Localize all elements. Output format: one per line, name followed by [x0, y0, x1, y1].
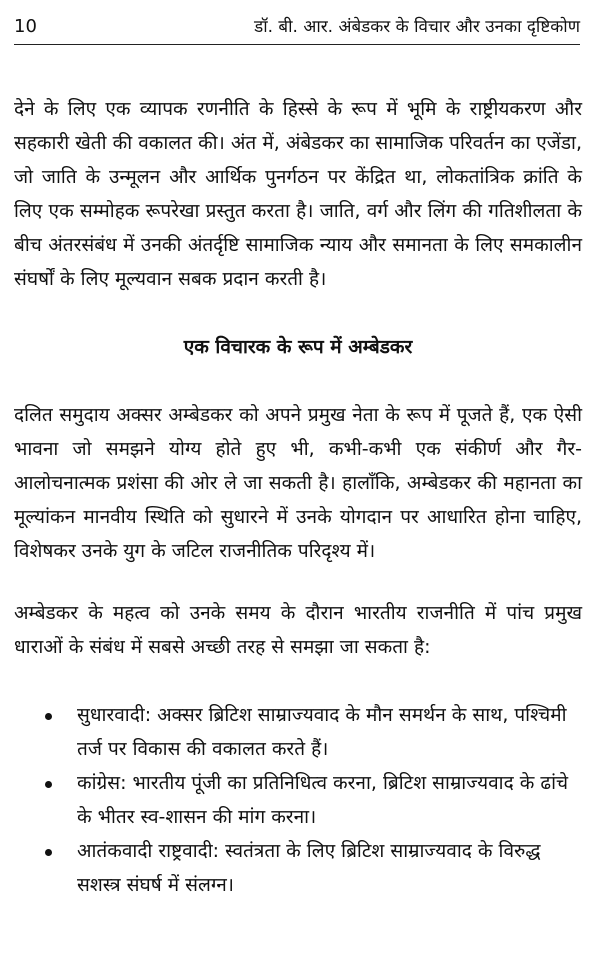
paragraph-2: दलित समुदाय अक्सर अम्बेडकर को अपने प्रमुख नेता के रूप में पूजते हैं, एक ऐसी भावना जो समझने योग्य होते हुए भी, कभी-कभी एक संकीर्ण और गैर-आलोचनात्मक प्रशंसा की ओर ले जा सकती है। हालाँकि, अम्बेडकर की महानता का मूल्यांकन मानवीय स्थिति को सुधारने में उनके योगदान पर आधारित होना चाहिए, विशेषकर उनके युग के जटिल राजनीतिक परिदृश्य में।	[14, 404, 582, 562]
paragraph-3: अम्बेडकर के महत्व को उनके समय के दौरान भारतीय राजनीति में पांच प्रमुख धाराओं के संबंध में सबसे अच्छी तरह से समझा जा सकता है:	[14, 602, 582, 658]
bullet-icon	[45, 849, 52, 856]
paragraph-1: देने के लिए एक व्यापक रणनीति के हिस्से के रूप में भूमि के राष्ट्रीयकरण और सहकारी खेती की वकालत की। अंत में, अंबेडकर का सामाजिक परिवर्तन का एजेंडा, जो जाति के उन्मूलन और आर्थिक पुनर्गठन पर केंद्रित था, लोकतांत्रिक क्रांति के लिए एक सम्मोहक रूपरेखा प्रस्तुत करता है। जाति, वर्ग और लिंग की गतिशीलता के बीच अंतरसंबंध में उनकी अंतर्दृष्टि सामाजिक न्याय और समानता के लिए समकालीन संघर्षों के लिए मूल्यवान सबक प्रदान करती है।	[14, 98, 582, 290]
list-item-text: कांग्रेस: भारतीय पूंजी का प्रतिनिधित्व करना, ब्रिटिश साम्राज्यवाद के ढांचे के भीतर स्व-शासन की मांग करना।	[77, 772, 569, 828]
section-heading: एक विचारक के रूप में अम्बेडकर	[183, 336, 413, 358]
list-item	[14, 766, 582, 834]
list-item-text: आतंकवादी राष्ट्रवादी: स्वतंत्रता के लिए ब्रिटिश साम्राज्यवाद के विरुद्ध सशस्त्र संघर्ष में संलग्न।	[77, 840, 541, 896]
bullet-list	[14, 698, 582, 902]
bullet-icon	[45, 713, 52, 720]
page-number: 10	[14, 16, 37, 37]
list-item-text: सुधारवादी: अक्सर ब्रिटिश साम्राज्यवाद के मौन समर्थन के साथ, पश्चिमी तर्ज पर विकास की वकालत करते हैं।	[77, 704, 567, 760]
list-item	[14, 698, 582, 766]
bullet-icon	[45, 781, 52, 788]
spacer	[14, 364, 582, 398]
spacer	[14, 568, 582, 596]
spacer	[14, 296, 582, 330]
page-header	[14, 16, 580, 45]
spacer	[14, 664, 582, 698]
running-title: डॉ. बी. आर. अंबेडकर के विचार और उनका दृष्टिकोण	[254, 17, 580, 37]
page-body	[14, 92, 582, 902]
list-item	[14, 834, 582, 902]
